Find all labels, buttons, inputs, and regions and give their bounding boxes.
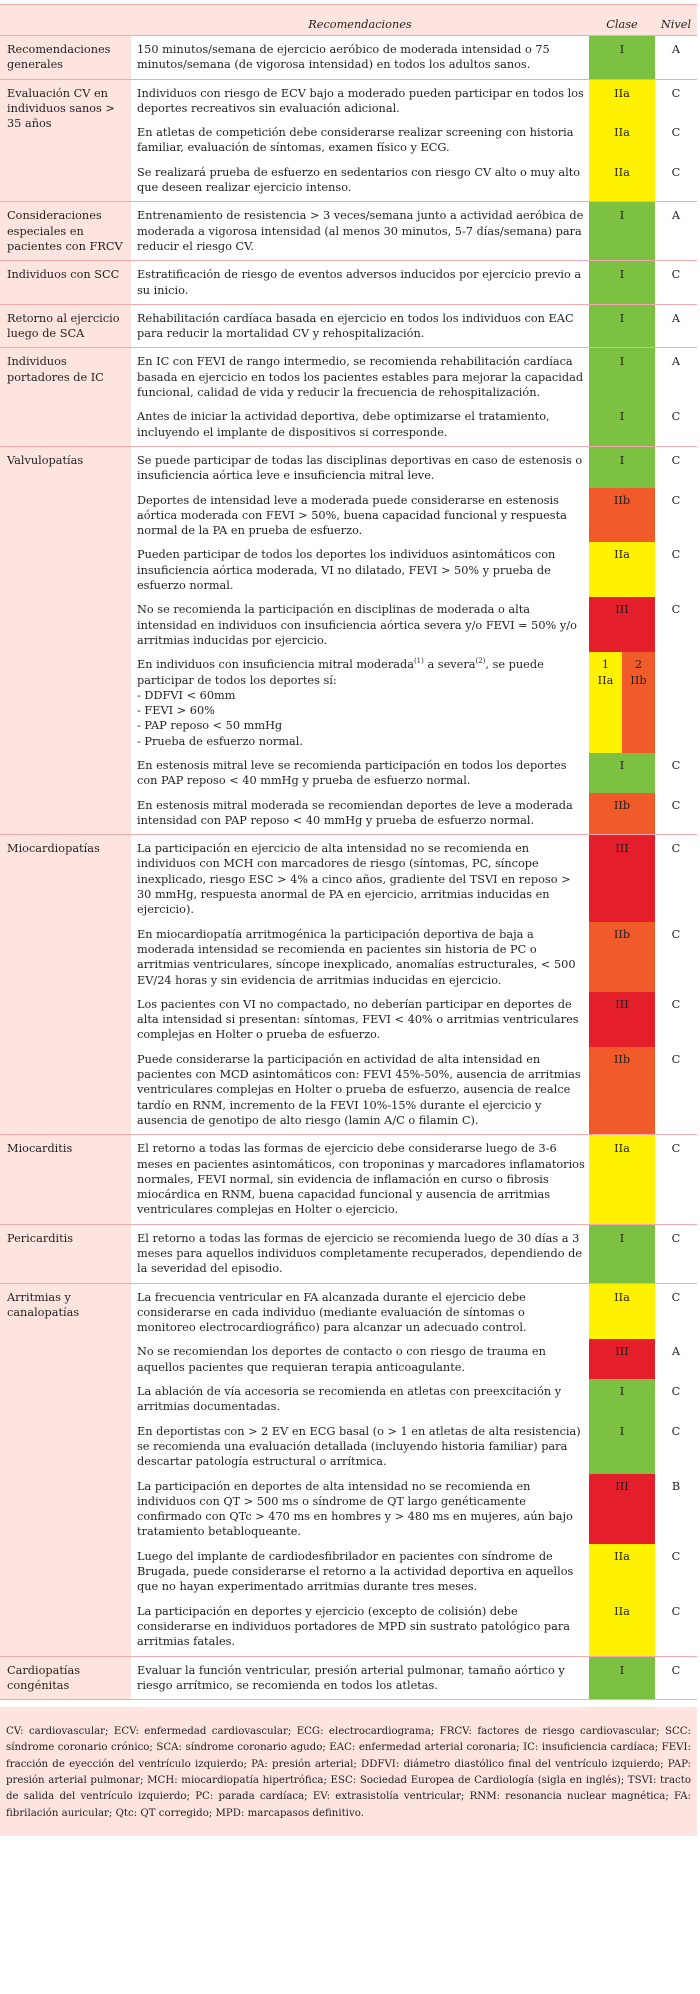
evidence-level: C (655, 1544, 697, 1599)
recommendation-text: Puede considerarse la participación en actividad de alta intensidad en pacientes con MCD asintomáticos con: FEVI 45%-50%, ausencia de arritmias ventriculares complejas en Holter o prueba de esfuerzo, ausencia de realce tardío en RNM, incremento de la FEVI 10%-15% durante el ejercicio y ausencia de genotipo de alto riesgo (lamin A/C o filamin C). (131, 1047, 589, 1134)
recommendation-list (131, 1657, 697, 1700)
header-recommendations: Recomendaciones (308, 17, 412, 31)
evidence-level: A (655, 348, 697, 404)
class-value: IIb (630, 673, 647, 687)
table-row (131, 261, 697, 304)
footnote-marker: (1) (413, 657, 424, 666)
table-row (131, 404, 697, 446)
table-row (131, 1599, 697, 1656)
text-fragment: En individuos con insuficiencia mitral moderada (137, 658, 414, 672)
class-badge: III (589, 835, 655, 921)
class-badge: IIb (589, 488, 655, 543)
table-body (0, 36, 697, 1700)
recommendation-text: Evaluar la función ventricular, presión arterial pulmonar, tamaño aórtico y riesgo arrítmico, se recomienda en todos los atletas. (131, 1657, 589, 1700)
evidence-level: C (655, 1047, 697, 1134)
class-badge-part (622, 652, 655, 753)
class-badge: I (589, 305, 655, 348)
category-cell: Individuos con SCC (0, 261, 131, 304)
table-row (131, 835, 697, 921)
category-cell: Miocarditis (0, 1135, 131, 1223)
class-badge: I (589, 1657, 655, 1700)
criteria-bullet: - Prueba de esfuerzo normal. (137, 734, 303, 748)
evidence-level: C (655, 1599, 697, 1656)
category-cell: Pericarditis (0, 1225, 131, 1283)
recommendation-list (131, 1225, 697, 1283)
evidence-level: C (655, 835, 697, 921)
evidence-level: C (655, 1419, 697, 1474)
recommendation-text: No se recomiendan los deportes de contacto o con riesgo de trauma en aquellos pacientes que requieran terapia anticoagulante. (131, 1339, 589, 1379)
table-row (131, 1047, 697, 1134)
table-row (131, 922, 697, 992)
category-cell: Individuos portadores de IC (0, 348, 131, 445)
evidence-level: C (655, 80, 697, 121)
table-row-group (0, 348, 697, 446)
evidence-level: C (655, 120, 697, 160)
recommendation-list (131, 1284, 697, 1656)
table-row-group (0, 261, 697, 305)
category-cell: Miocardiopatías (0, 835, 131, 1134)
recommendation-text: No se recomienda la participación en disciplinas de moderada o alta intensidad en individuos con insuficiencia aórtica severa y/o FEVI = 50% y/o arritmias inducidas por ejercicio. (131, 597, 589, 652)
category-cell: Arritmias y canalopatías (0, 1284, 131, 1656)
class-badge: III (589, 597, 655, 652)
recommendation-text: El retorno a todas las formas de ejercicio debe considerarse luego de 3-6 meses en pacientes asintomáticos, con troponinas y marcadores inflamatorios normales, FEVI normal, sin evidencia de inflamación en curso o fibrosis miocárdica en RNM, buena capacidad funcional y ausencia de arritmias ventriculares complejas en Holter o ejercicio. (131, 1135, 589, 1223)
evidence-level: B (655, 1474, 697, 1544)
table-row (131, 1225, 697, 1283)
class-badge: I (589, 348, 655, 404)
evidence-level: C (655, 992, 697, 1047)
recommendation-list (131, 305, 697, 348)
table-row (131, 1379, 697, 1419)
recommendation-text: Deportes de intensidad leve a moderada puede considerarse en estenosis aórtica moderada con FEVI > 50%, buena capacidad funcional y respuesta normal de la PA en prueba de esfuerzo. (131, 488, 589, 543)
recommendation-text: La ablación de vía accesoria se recomienda en atletas con preexcitación y arritmias documentadas. (131, 1379, 589, 1419)
table-row (131, 1544, 697, 1599)
evidence-level: C (655, 542, 697, 597)
table-row-group (0, 447, 697, 835)
evidence-level: C (655, 1135, 697, 1223)
criteria-bullet: - FEVI > 60% (137, 704, 215, 718)
recommendation-list (131, 202, 697, 260)
evidence-level: C (655, 597, 697, 652)
class-badge: IIa (589, 160, 655, 202)
recommendation-text: Individuos con riesgo de ECV bajo a moderado pueden participar en todos los deportes recreativos sin evaluación adicional. (131, 80, 589, 121)
evidence-level: C (655, 160, 697, 202)
recommendation-list (131, 348, 697, 445)
recommendations-table (0, 4, 697, 1700)
recommendation-list (131, 447, 697, 834)
recommendation-text: Estratificación de riesgo de eventos adversos inducidos por ejercicio previo a su inicio. (131, 261, 589, 304)
recommendation-text: Entrenamiento de resistencia > 3 veces/semana junto a actividad aeróbica de moderada a vigorosa intensidad (al menos 30 minutos, 5-7 días/semana) para reducir el riesgo CV. (131, 202, 589, 260)
table-row-group (0, 202, 697, 261)
table-row (131, 120, 697, 160)
recommendation-text: La frecuencia ventricular en FA alcanzada durante el ejercicio debe considerarse en cada individuo (mediante evaluación de síntomas o monitoreo electrocardiográfico) para alcanzar un adecuado control. (131, 1284, 589, 1340)
recommendation-text: Se puede participar de todas las disciplinas deportivas en caso de estenosis o insuficiencia aórtica leve e insuficiencia mitral leve. (131, 447, 589, 488)
table-row (131, 1284, 697, 1340)
class-badge: IIb (589, 922, 655, 992)
class-badge: I (589, 1419, 655, 1474)
evidence-level: C (655, 1225, 697, 1283)
recommendation-list (131, 1135, 697, 1223)
header-level: Nivel (660, 17, 692, 31)
recommendation-text: En miocardiopatía arritmogénica la participación deportiva de baja a moderada intensidad se recomienda en pacientes sin historia de PC o arritmias ventriculares, síncope inexplicado, anomalías estructurales, < 500 EV/24 horas y sin evidencia de arritmias inducidas en ejercicio. (131, 922, 589, 992)
recommendation-text: La participación en ejercicio de alta intensidad no se recomienda en individuos con MCH con marcadores de riesgo (síntomas, PC, síncope inexplicado, riesgo ESC > 4% a cinco años, gradiente del TSVI en reposo > 30 mmHg, respuesta anormal de PA en ejercicio, arritmias inducidas en ejercicio). (131, 835, 589, 921)
evidence-level: A (655, 305, 697, 348)
class-badge: I (589, 202, 655, 260)
evidence-level: A (655, 1339, 697, 1379)
table-row (131, 160, 697, 202)
recommendation-text: En estenosis mitral leve se recomienda participación en todos los deportes con PAP reposo < 40 mmHg y prueba de esfuerzo normal. (131, 753, 589, 793)
page-bottom-margin (0, 1836, 700, 1849)
text-fragment: , se puede participar de todos los deportes sí: (137, 658, 544, 687)
recommendation-text: Se realizará prueba de esfuerzo en sedentarios con riesgo CV alto o muy alto que deseen realizar ejercicio intenso. (131, 160, 589, 202)
recommendation-text: Rehabilitación cardíaca basada en ejercicio en todos los individuos con EAC para reducir la mortalidad CV y rehospitalización. (131, 305, 589, 348)
table-row (131, 1135, 697, 1223)
footnote-marker: (2) (475, 657, 486, 666)
evidence-level: C (655, 1284, 697, 1340)
class-badge (589, 652, 655, 753)
table-row (131, 1474, 697, 1544)
table-row-group (0, 1225, 697, 1284)
class-badge: III (589, 1474, 655, 1544)
table-row (131, 488, 697, 543)
text-fragment: a severa (423, 658, 476, 672)
class-badge: III (589, 992, 655, 1047)
table-row (131, 348, 697, 404)
class-badge: I (589, 1379, 655, 1419)
table-row (131, 793, 697, 835)
class-badge: IIa (589, 1599, 655, 1656)
table-row (131, 597, 697, 652)
table-row-group (0, 305, 697, 349)
criteria-bullet: - DDFVI < 60mm (137, 688, 236, 702)
abbreviations-footnote: CV: cardiovascular; ECV: enfermedad cardiovascular; ECG: electrocardiograma; FRCV: factores de riesgo cardiovascular; SCC: síndrome coronario crónico; SCA: síndrome coronario agudo; EAC: enfermedad arterial coronaria; IC: insuficiencia cardíaca; FEVI: fracción de eyección del ventrículo izquierdo; PA: presión arterial; DDFVI: diámetro diastólico final del ventrículo izquierdo; PAP: presión arterial pulmonar; MCH: miocardiopatía hipertrófica; ESC: Sociedad Europea de Cardiología (sigla en inglés); TSVI: tracto de salida del ventrículo izquierdo; PC: parada cardíaca; EV: extrasistolía ventricular; RNM: resonancia nuclear magnética; FA: fibrilación auricular; Qtc: QT corregido; MPD: marcapasos definitivo. (0, 1707, 697, 1836)
class-footnote-number: 2 (634, 658, 643, 672)
class-badge: III (589, 1339, 655, 1379)
evidence-level: C (655, 261, 697, 304)
class-badge: IIa (589, 542, 655, 597)
class-badge-part (589, 652, 622, 753)
table-header (0, 5, 697, 36)
recommendation-text: En atletas de competición debe considerarse realizar screening con historia familiar, evaluación de síntomas, examen físico y ECG. (131, 120, 589, 160)
header-class: Clase (606, 17, 638, 31)
evidence-level: C (655, 922, 697, 992)
evidence-level: A (655, 36, 697, 79)
recommendation-text: Antes de iniciar la actividad deportiva, debe optimizarse el tratamiento, incluyendo el implante de dispositivos si corresponde. (131, 404, 589, 446)
evidence-level: C (655, 793, 697, 835)
class-badge: IIb (589, 793, 655, 835)
table-row (131, 202, 697, 260)
table-row (131, 447, 697, 488)
recommendation-intro (137, 657, 585, 688)
table-row (131, 36, 697, 79)
class-badge: IIb (589, 1047, 655, 1134)
class-badge: IIa (589, 80, 655, 121)
table-row (131, 542, 697, 597)
class-badge: I (589, 1225, 655, 1283)
recommendation-list (131, 80, 697, 202)
class-badge: IIa (589, 1135, 655, 1223)
class-badge: I (589, 36, 655, 79)
class-badge: IIa (589, 1544, 655, 1599)
recommendation-text: Los pacientes con VI no compactado, no deberían participar en deportes de alta intensidad si presentan: síntomas, FEVI < 40% o arritmias ventriculares complejas en Holter o prueba de esfuerzo. (131, 992, 589, 1047)
table-row-group (0, 1135, 697, 1224)
recommendation-list (131, 36, 697, 79)
table-row (131, 1419, 697, 1474)
evidence-level: A (655, 202, 697, 260)
evidence-level (655, 652, 697, 753)
recommendation-text: El retorno a todas las formas de ejercicio se recomienda luego de 30 días a 3 meses para aquellos individuos completamente recuperados, dependiendo de la severidad del episodio. (131, 1225, 589, 1283)
table-row (131, 753, 697, 793)
recommendation-list (131, 261, 697, 304)
evidence-level: C (655, 404, 697, 446)
table-row (131, 1657, 697, 1700)
recommendation-text: La participación en deportes y ejercicio (excepto de colisión) debe considerarse en individuos portadores de MPD sin sustrato patológico para arritmias fatales. (131, 1599, 589, 1656)
category-cell: Cardiopatías congénitas (0, 1657, 131, 1700)
recommendation-text: En estenosis mitral moderada se recomiendan deportes de leve a moderada intensidad con PAP reposo < 40 mmHg y prueba de esfuerzo normal. (131, 793, 589, 835)
evidence-level: C (655, 488, 697, 543)
table-row (131, 305, 697, 348)
evidence-level: C (655, 447, 697, 488)
category-cell: Valvulopatías (0, 447, 131, 834)
table-row (131, 1339, 697, 1379)
recommendation-text: La participación en deportes de alta intensidad no se recomienda en individuos con QT > 500 ms o síndrome de QT largo genéticamente confirmado con QTc > 470 ms en hombres y > 480 ms en mujeres, aún bajo tratamiento betabloqueante. (131, 1474, 589, 1544)
class-badge: I (589, 261, 655, 304)
evidence-level: C (655, 753, 697, 793)
class-badge: I (589, 404, 655, 446)
category-cell: Recomendaciones generales (0, 36, 131, 79)
table-row-group (0, 1657, 697, 1701)
class-badge: I (589, 447, 655, 488)
recommendation-text: 150 minutos/semana de ejercicio aeróbico de moderada intensidad o 75 minutos/semana (de vigorosa intensidad) en todos los adultos sanos. (131, 36, 589, 79)
table-row (131, 80, 697, 121)
evidence-level: C (655, 1657, 697, 1700)
table-row-group (0, 36, 697, 80)
recommendation-text (131, 652, 589, 753)
category-cell: Consideraciones especiales en pacientes con FRCV (0, 202, 131, 260)
class-badge: IIa (589, 1284, 655, 1340)
table-row (131, 652, 697, 753)
class-badge: I (589, 753, 655, 793)
class-badge: IIa (589, 120, 655, 160)
class-footnote-number: 1 (601, 658, 610, 672)
evidence-level: C (655, 1379, 697, 1419)
recommendation-list (131, 835, 697, 1134)
recommendation-text: Pueden participar de todos los deportes los individuos asintomáticos con insuficiencia aórtica moderada, VI no dilatado, FEVI > 50% y prueba de esfuerzo normal. (131, 542, 589, 597)
table-row (131, 992, 697, 1047)
class-value: IIa (597, 673, 614, 687)
table-row-group (0, 80, 697, 203)
recommendation-text: En deportistas con > 2 EV en ECG basal (o > 1 en atletas de alta resistencia) se recomienda una evaluación detallada (incluyendo historia familiar) para descartar patología estructural o arrítmica. (131, 1419, 589, 1474)
recommendation-text: En IC con FEVI de rango intermedio, se recomienda rehabilitación cardíaca basada en ejercicio en todos los pacientes estables para mejorar la capacidad funcional, calidad de vida y reducir la frecuencia de rehospitalización. (131, 348, 589, 404)
table-row-group (0, 1284, 697, 1657)
criteria-bullet: - PAP reposo < 50 mmHg (137, 719, 283, 733)
category-cell: Retorno al ejercicio luego de SCA (0, 305, 131, 348)
recommendation-text: Luego del implante de cardiodesfibrilador en pacientes con síndrome de Brugada, puede considerarse el retorno a la actividad deportiva en aquellos que no hayan experimentado arritmias durante tres meses. (131, 1544, 589, 1599)
category-cell: Evaluación CV en individuos sanos > 35 años (0, 80, 131, 202)
table-row-group (0, 835, 697, 1135)
